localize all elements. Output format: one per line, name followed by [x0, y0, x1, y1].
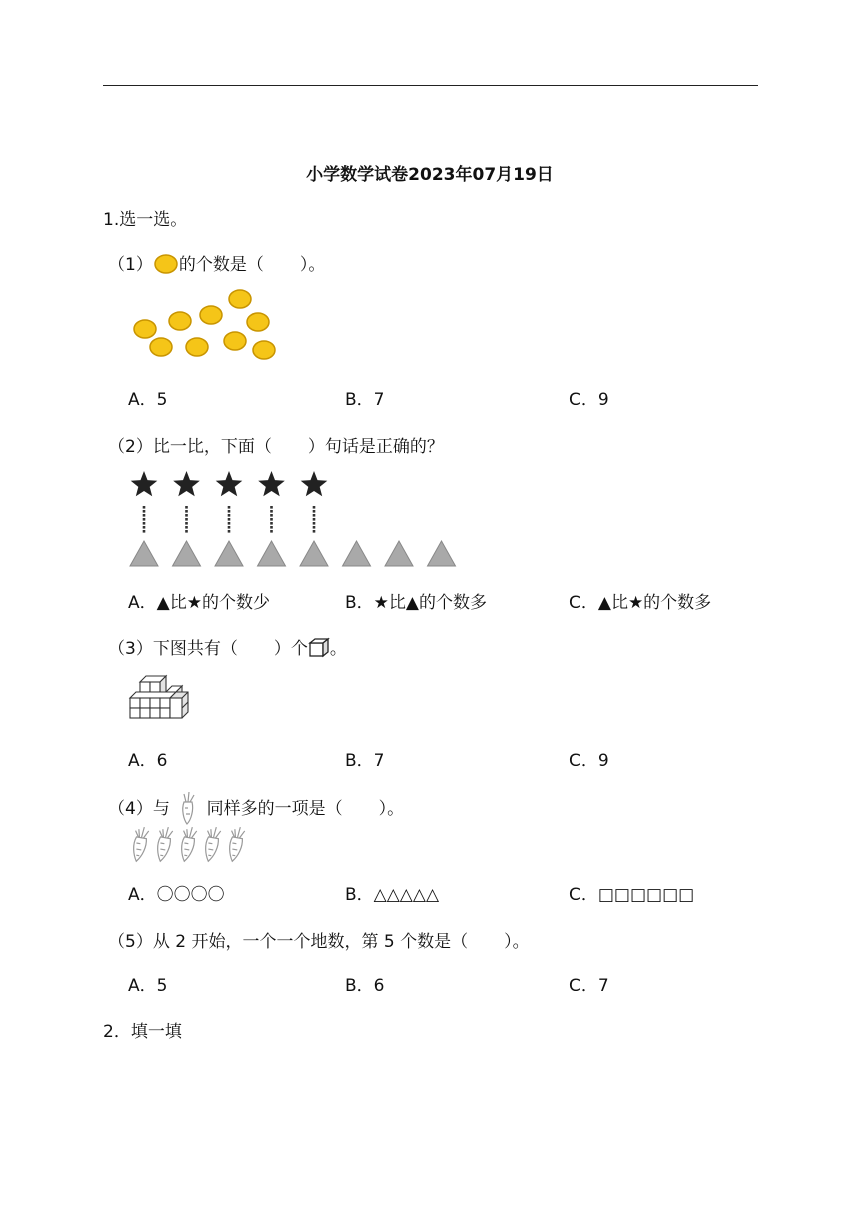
carrot-icon — [202, 826, 221, 863]
q4-stem-close: ）。 — [378, 799, 405, 819]
triangle-icon — [428, 541, 456, 566]
q2-stem-text: 比一比，下面（ — [152, 437, 272, 457]
connector-dot — [228, 530, 231, 533]
connector-dot — [143, 526, 146, 529]
q1-stem-end: ）。 — [299, 255, 326, 275]
q3-stem-mid: ）个 — [273, 639, 308, 659]
carrot-icon — [130, 826, 149, 863]
carrot-icon — [154, 826, 173, 863]
page-title: 小学数学试卷2023年07月19日 — [306, 165, 554, 185]
q3-cubes-figure — [128, 672, 190, 724]
q3-option-a[interactable]: A．6 — [128, 751, 168, 771]
q2-stem-end: ）句话是正确的？ — [307, 437, 444, 457]
connector-dot — [313, 506, 316, 509]
connector-dot — [185, 514, 188, 517]
q5-option-b[interactable]: B．6 — [345, 976, 385, 996]
star-icon — [301, 471, 328, 496]
carrot-icon — [175, 790, 201, 826]
connector-dot — [143, 530, 146, 533]
connector-dot — [185, 522, 188, 525]
connector-dot — [313, 518, 316, 521]
q2-option-b[interactable]: B．★比▲的个数多 — [345, 593, 487, 613]
connector-dot — [143, 514, 146, 517]
connector-dot — [270, 518, 273, 521]
connector-dot — [270, 514, 273, 517]
connector-dot — [228, 522, 231, 525]
carrot-icon — [226, 826, 245, 863]
connector-dot — [143, 522, 146, 525]
triangle-icon — [173, 541, 201, 566]
connector-dot — [270, 510, 273, 513]
connector-dot — [270, 506, 273, 509]
circle — [150, 338, 172, 356]
q3-stem — [108, 634, 347, 659]
q4-option-a[interactable]: A．〇〇〇〇 — [128, 885, 225, 905]
connector-dot — [270, 522, 273, 525]
cube-icon — [308, 637, 330, 659]
q5-stem-text: 从 2 开始，一个一个地数，第 5 个数是（ — [152, 932, 469, 952]
connector-dot — [313, 510, 316, 513]
connector-dot — [185, 506, 188, 509]
circle — [253, 341, 275, 359]
connector-dot — [143, 518, 146, 521]
q2-option-c[interactable]: C．▲比★的个数多 — [569, 593, 712, 613]
connector-dot — [228, 514, 231, 517]
q2-stars-triangles-figure — [128, 468, 468, 573]
triangle-icon — [215, 541, 243, 566]
q1-stem — [108, 250, 325, 275]
q4-stem-text: 与 — [152, 799, 170, 819]
q5-stem — [108, 927, 530, 952]
connector-dot — [143, 506, 146, 509]
q1-option-c[interactable]: C．9 — [569, 390, 609, 410]
connector-dot — [185, 518, 188, 521]
connector-dot — [185, 526, 188, 529]
section1-heading: 1.选一选。 — [103, 210, 188, 230]
triangle-icon — [258, 541, 286, 566]
connector-dot — [270, 526, 273, 529]
circle — [229, 290, 251, 308]
connector-dot — [313, 526, 316, 529]
q3-option-b[interactable]: B．7 — [345, 751, 385, 771]
q4-option-b[interactable]: B．△△△△△ — [345, 885, 440, 905]
connector-dot — [313, 530, 316, 533]
connector-dot — [143, 510, 146, 513]
connector-dot — [228, 526, 231, 529]
q3-option-c[interactable]: C．9 — [569, 751, 609, 771]
q2-stem — [108, 432, 444, 457]
circle — [169, 312, 191, 330]
section2-heading: 2．填一填 — [103, 1022, 182, 1042]
triangle-icon — [343, 541, 371, 566]
connector-dot — [270, 530, 273, 533]
q4-carrots-figure — [128, 824, 258, 866]
circle — [224, 332, 246, 350]
connector-dot — [228, 510, 231, 513]
connector-dot — [313, 522, 316, 525]
q4-option-c[interactable]: C．□□□□□□ — [569, 885, 695, 905]
circle — [200, 306, 222, 324]
q4-stem-end: 同样多的一项是（ — [206, 799, 343, 819]
q4-stem — [108, 790, 404, 826]
triangle-icon — [385, 541, 413, 566]
yellow-circle-icon — [153, 253, 179, 275]
q4-number: （4） — [108, 799, 153, 819]
q1-option-b[interactable]: B．7 — [345, 390, 385, 410]
carrot-icon — [178, 826, 197, 863]
q5-option-a[interactable]: A．5 — [128, 976, 168, 996]
star-icon — [173, 471, 200, 496]
connector-dot — [228, 506, 231, 509]
circle — [247, 313, 269, 331]
connector-dot — [313, 514, 316, 517]
triangle-icon — [130, 541, 158, 566]
star-icon — [258, 471, 285, 496]
q1-stem-text: 的个数是（ — [178, 255, 264, 275]
q5-option-c[interactable]: C．7 — [569, 976, 609, 996]
connector-dot — [228, 518, 231, 521]
q1-circles-figure — [128, 286, 283, 366]
q1-number: （1） — [108, 255, 153, 275]
header-rule — [103, 85, 758, 86]
circle — [186, 338, 208, 356]
q1-option-a[interactable]: A．5 — [128, 390, 168, 410]
connector-dot — [185, 530, 188, 533]
star-icon — [216, 471, 243, 496]
star-icon — [131, 471, 158, 496]
triangle-icon — [300, 541, 328, 566]
q3-stem-text: 下图共有（ — [152, 639, 238, 659]
circle — [134, 320, 156, 338]
q5-number: （5） — [108, 932, 153, 952]
connector-dot — [185, 510, 188, 513]
q3-number: （3） — [108, 639, 153, 659]
q3-stem-end: 。 — [329, 639, 347, 659]
q2-number: （2） — [108, 437, 153, 457]
q5-stem-end: ）。 — [504, 932, 530, 952]
q2-option-a[interactable]: A．▲比★的个数少 — [128, 593, 270, 613]
